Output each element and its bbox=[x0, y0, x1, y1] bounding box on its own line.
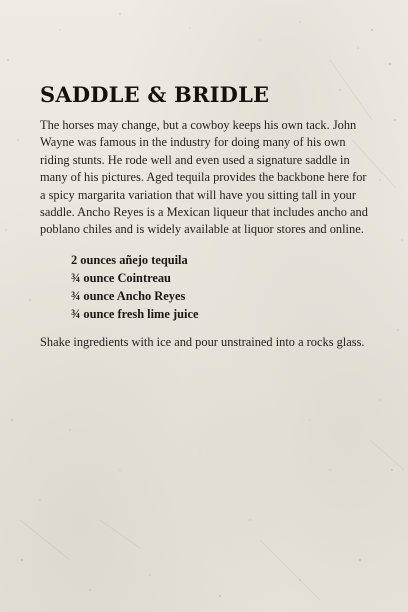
ingredient-item: ¾ ounce Cointreau bbox=[71, 271, 171, 286]
recipe-title: SADDLE & BRIDLE bbox=[40, 82, 270, 107]
ingredient-item: 2 ounces añejo tequila bbox=[71, 252, 188, 267]
ingredient-list bbox=[71, 251, 372, 324]
recipe-intro: The horses may change, but a cowboy keeps his own tack. John Wayne was famous in the industry for doing many of his own riding stunts. He rode well and even used a signature saddle in many of his pictures. Aged tequila provides the backbone here for a spicy margarita variation that will have you sitting tall in your saddle. Ancho Reyes is a Mexican liqueur that includes ancho and poblano chiles and is widely available at liquor stores and online. bbox=[40, 118, 368, 237]
ingredient-item: ¾ ounce fresh lime juice bbox=[71, 307, 199, 322]
recipe-instructions: Shake ingredients with ice and pour unstrained into a rocks glass. bbox=[40, 334, 365, 349]
recipe-content bbox=[40, 82, 372, 351]
ingredient-item: ¾ ounce Ancho Reyes bbox=[71, 289, 186, 304]
